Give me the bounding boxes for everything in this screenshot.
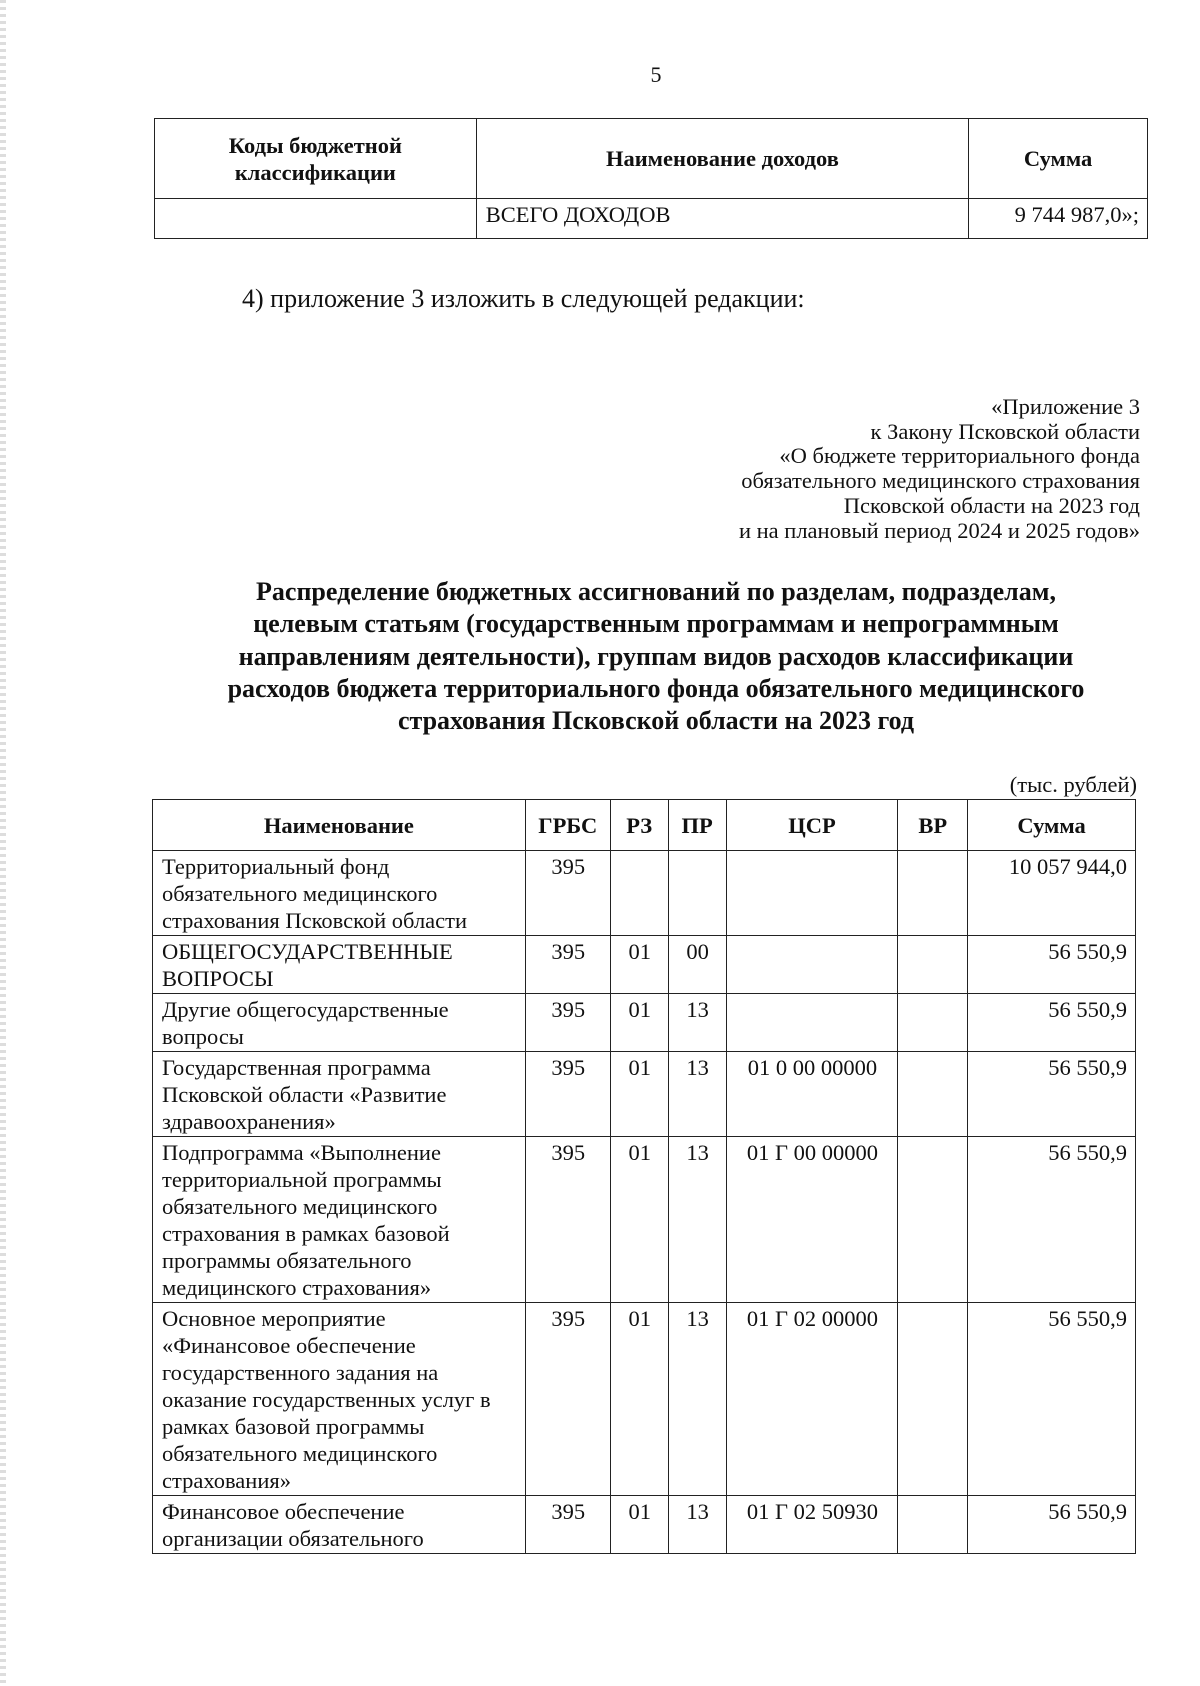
table-row: [153, 1052, 1136, 1137]
cell-sum: 56 550,9: [968, 1303, 1136, 1496]
cell-pr: 13: [668, 1137, 726, 1303]
appendix-line: обязательного медицинского страхования: [741, 468, 1140, 494]
cell-vr: [898, 1137, 968, 1303]
cell-rz: 01: [610, 994, 668, 1052]
cell-grbs: 395: [525, 1303, 610, 1496]
cell-grbs: 395: [525, 1496, 610, 1554]
appendix-line: «Приложение 3: [991, 394, 1140, 419]
cell-code: [155, 199, 477, 239]
appendix-line: к Закону Псковской области: [870, 418, 1140, 444]
cell-name: ОБЩЕГОСУДАРСТВЕННЫЕ ВОПРОСЫ: [153, 936, 526, 994]
cell-csr: 01 0 00 00000: [726, 1052, 898, 1137]
cell-csr: [726, 936, 898, 994]
expenditure-table-header: [153, 800, 1136, 851]
cell-pr: 13: [668, 1052, 726, 1137]
header-sum: Сумма: [968, 800, 1136, 851]
header-grbs: ГРБС: [525, 800, 610, 851]
cell-vr: [898, 1052, 968, 1137]
scan-edge: [0, 0, 6, 1686]
table-row: [153, 851, 1136, 936]
header-vr: ВР: [898, 800, 968, 851]
cell-vr: [898, 994, 968, 1052]
cell-csr: 01 Г 00 00000: [726, 1137, 898, 1303]
cell-name: Подпрограмма «Выполнение территориальной программы обязательного медицинского страхования в рамках базовой программы обязательного медицинского страхования»: [153, 1137, 526, 1303]
cell-grbs: 395: [525, 1052, 610, 1137]
income-table-header: [155, 119, 1148, 199]
expenditure-table: [152, 799, 1136, 1554]
appendix-line: «О бюджете территориального фонда: [779, 443, 1140, 469]
header-income-name: Наименование доходов: [476, 119, 968, 199]
cell-rz: 01: [610, 1496, 668, 1554]
title-line: расходов бюджета территориального фонда обязательного медицинского: [227, 673, 1085, 703]
cell-csr: 01 Г 02 50930: [726, 1496, 898, 1554]
cell-rz: [610, 851, 668, 936]
cell-name: ВСЕГО ДОХОДОВ: [476, 199, 968, 239]
cell-csr: [726, 851, 898, 936]
cell-pr: 00: [668, 936, 726, 994]
cell-name: Другие общегосударственные вопросы: [153, 994, 526, 1052]
cell-pr: [668, 851, 726, 936]
paragraph: 4) приложение 3 изложить в следующей редакции:: [242, 284, 805, 313]
page-number: 5: [650, 62, 662, 87]
units-label: (тыс. рублей): [1009, 772, 1137, 797]
cell-pr: 13: [668, 1303, 726, 1496]
title-line: Распределение бюджетных ассигнований по разделам, подразделам,: [256, 577, 1056, 606]
appendix-line: и на плановый период 2024 и 2025 годов»: [738, 517, 1140, 543]
appendix-header: [739, 395, 1140, 543]
header-name: Наименование: [153, 800, 526, 851]
title-line: страхования Псковской области на 2023 год: [397, 706, 915, 736]
appendix-line: Псковской области на 2023 год: [843, 492, 1140, 518]
table-row: [153, 936, 1136, 994]
cell-vr: [898, 1496, 968, 1554]
cell-rz: 01: [610, 1303, 668, 1496]
table-row: [155, 199, 1148, 239]
cell-name: Территориальный фонд обязательного медицинского страхования Псковской области: [153, 851, 526, 936]
cell-sum: 56 550,9: [968, 1052, 1136, 1137]
cell-sum: 56 550,9: [968, 994, 1136, 1052]
table-row: [153, 1303, 1136, 1496]
cell-name: Основное мероприятие «Финансовое обеспечение государственного задания на оказание государственных услуг в рамках базовой программы обязательного медицинского страхования»: [153, 1303, 526, 1496]
cell-sum: 56 550,9: [968, 1137, 1136, 1303]
cell-sum: 10 057 944,0: [968, 851, 1136, 936]
cell-pr: 13: [668, 1496, 726, 1554]
cell-grbs: 395: [525, 936, 610, 994]
cell-rz: 01: [610, 1052, 668, 1137]
cell-vr: [898, 851, 968, 936]
header-csr: ЦСР: [726, 800, 898, 851]
cell-name: Государственная программа Псковской области «Развитие здравоохранения»: [153, 1052, 526, 1137]
cell-grbs: 395: [525, 994, 610, 1052]
cell-vr: [898, 936, 968, 994]
title-line: целевым статьям (государственным программам и непрограммным: [253, 609, 1059, 639]
cell-csr: 01 Г 02 00000: [726, 1303, 898, 1496]
cell-rz: 01: [610, 936, 668, 994]
cell-rz: 01: [610, 1137, 668, 1303]
title-line: направлениям деятельности), группам видов расходов классификации: [238, 641, 1074, 671]
table-row: [153, 994, 1136, 1052]
income-table: [154, 118, 1148, 239]
table-row: [153, 1137, 1136, 1303]
cell-name: Финансовое обеспечение организации обязательного: [153, 1496, 526, 1554]
cell-pr: 13: [668, 994, 726, 1052]
header-codes: Коды бюджетной классификации: [155, 119, 477, 199]
table-row: [153, 1496, 1136, 1554]
header-sum: Сумма: [969, 119, 1148, 199]
cell-grbs: 395: [525, 851, 610, 936]
header-rz: РЗ: [610, 800, 668, 851]
header-pr: ПР: [668, 800, 726, 851]
cell-sum: 56 550,9: [968, 1496, 1136, 1554]
cell-sum: 9 744 987,0»;: [969, 199, 1148, 239]
cell-sum: 56 550,9: [968, 936, 1136, 994]
cell-csr: [726, 994, 898, 1052]
document-title: [150, 576, 1162, 737]
cell-grbs: 395: [525, 1137, 610, 1303]
cell-vr: [898, 1303, 968, 1496]
